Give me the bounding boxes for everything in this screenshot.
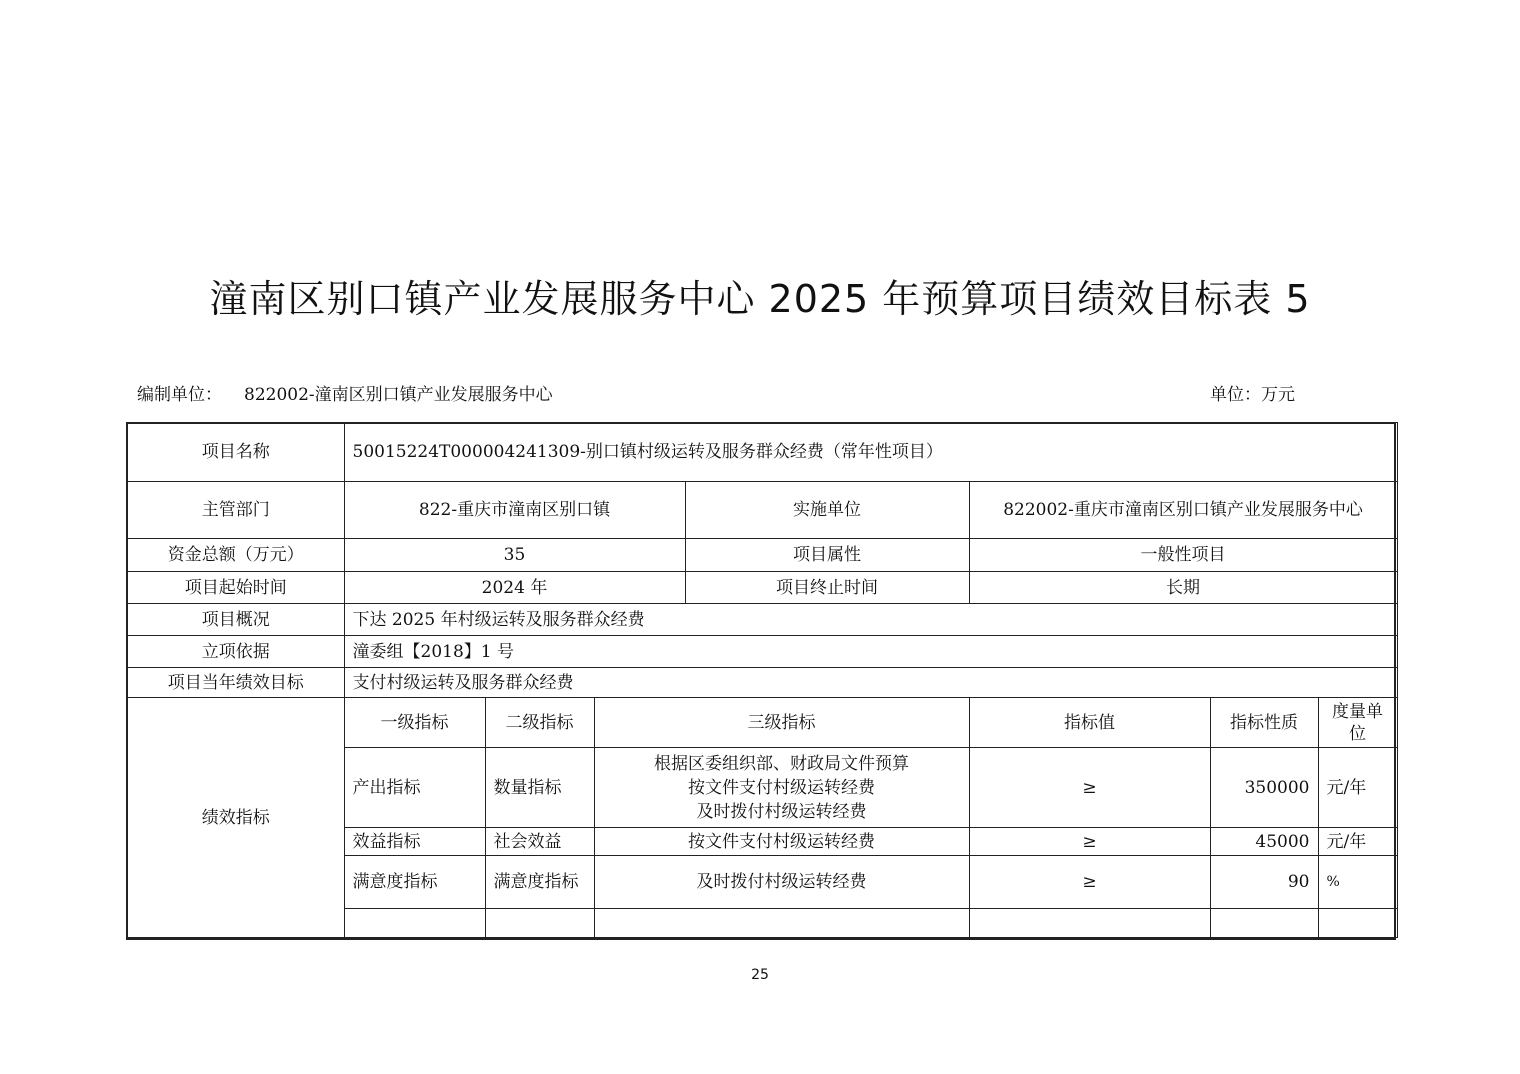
impl-label: 实施单位 — [685, 482, 969, 539]
satisfaction-nature: 90 — [1210, 856, 1318, 909]
satisfaction-level2: 满意度指标 — [485, 856, 594, 909]
table-bottom-border — [126, 938, 1396, 940]
start-value: 2024 年 — [344, 572, 685, 604]
compiling-unit — [137, 380, 553, 405]
table-right-border — [1394, 422, 1396, 940]
dept-label: 主管部门 — [127, 482, 344, 539]
output-level2: 数量指标 — [485, 748, 594, 828]
impl-value: 822002-重庆市潼南区别口镇产业发展服务中心 — [969, 482, 1397, 539]
output-unit: 元/年 — [1318, 748, 1397, 828]
fund-value: 35 — [344, 539, 685, 572]
header-unit: 度量单位 — [1318, 698, 1397, 748]
benefit-level3-line1: 按文件支付村级运转经费 — [688, 831, 875, 852]
currency-unit: 单位：万元 — [1210, 385, 1295, 405]
attr-value: 一般性项目 — [969, 539, 1397, 572]
header-level3: 三级指标 — [594, 698, 969, 748]
benefit-nature: 45000 — [1210, 828, 1318, 856]
empty-cell — [969, 909, 1210, 938]
output-level3-line2: 按文件支付村级运转经费 — [688, 777, 875, 798]
page-title: 潼南区别口镇产业发展服务中心 2025 年预算项目绩效目标表 5 — [209, 277, 1311, 321]
project-name-label: 项目名称 — [127, 423, 344, 482]
benefit-level2: 社会效益 — [485, 828, 594, 856]
header-level2: 二级指标 — [485, 698, 594, 748]
compiling-unit-label: 编制单位： — [137, 385, 222, 405]
basis-value: 潼委组【2018】1 号 — [344, 636, 1397, 668]
basis-label: 立项依据 — [127, 636, 344, 668]
start-label: 项目起始时间 — [127, 572, 344, 604]
satisfaction-level1: 满意度指标 — [344, 856, 485, 909]
empty-cell — [594, 909, 969, 938]
performance-table — [126, 422, 1398, 938]
fund-label: 资金总额（万元） — [127, 539, 344, 572]
header-level1: 一级指标 — [344, 698, 485, 748]
compiling-unit-value: 822002-潼南区别口镇产业发展服务中心 — [244, 385, 553, 405]
benefit-unit: 元/年 — [1318, 828, 1397, 856]
end-label: 项目终止时间 — [685, 572, 969, 604]
header-value: 指标值 — [969, 698, 1210, 748]
overview-value: 下达 2025 年村级运转及服务群众经费 — [344, 604, 1397, 636]
goal-value: 支付村级运转及服务群众经费 — [344, 668, 1397, 698]
output-nature: 350000 — [1210, 748, 1318, 828]
goal-label: 项目当年绩效目标 — [127, 668, 344, 698]
project-name-value: 50015224T000004241309-别口镇村级运转及服务群众经费（常年性项目） — [344, 423, 1397, 482]
page-number: 25 — [751, 967, 769, 983]
empty-cell — [485, 909, 594, 938]
empty-cell — [344, 909, 485, 938]
benefit-level1: 效益指标 — [344, 828, 485, 856]
satisfaction-unit: % — [1318, 856, 1397, 909]
benefit-value: ≥ — [969, 828, 1210, 856]
output-value: ≥ — [969, 748, 1210, 828]
attr-label: 项目属性 — [685, 539, 969, 572]
empty-cell — [1318, 909, 1397, 938]
satisfaction-level3-line1: 及时拨付村级运转经费 — [696, 872, 867, 892]
output-level3-line3: 及时拨付村级运转经费 — [696, 801, 867, 822]
empty-cell — [1210, 909, 1318, 938]
output-level3-line1: 根据区委组织部、财政局文件预算 — [654, 753, 909, 774]
dept-value: 822-重庆市潼南区别口镇 — [344, 482, 685, 539]
output-level3 — [594, 748, 969, 828]
end-value: 长期 — [969, 572, 1397, 604]
output-level1: 产出指标 — [344, 748, 485, 828]
table-top-border — [126, 422, 1396, 424]
overview-label: 项目概况 — [127, 604, 344, 636]
benefit-level3 — [594, 828, 969, 856]
header-nature: 指标性质 — [1210, 698, 1318, 748]
satisfaction-value: ≥ — [969, 856, 1210, 909]
indicators-section-label: 绩效指标 — [127, 698, 344, 938]
satisfaction-level3 — [594, 856, 969, 909]
